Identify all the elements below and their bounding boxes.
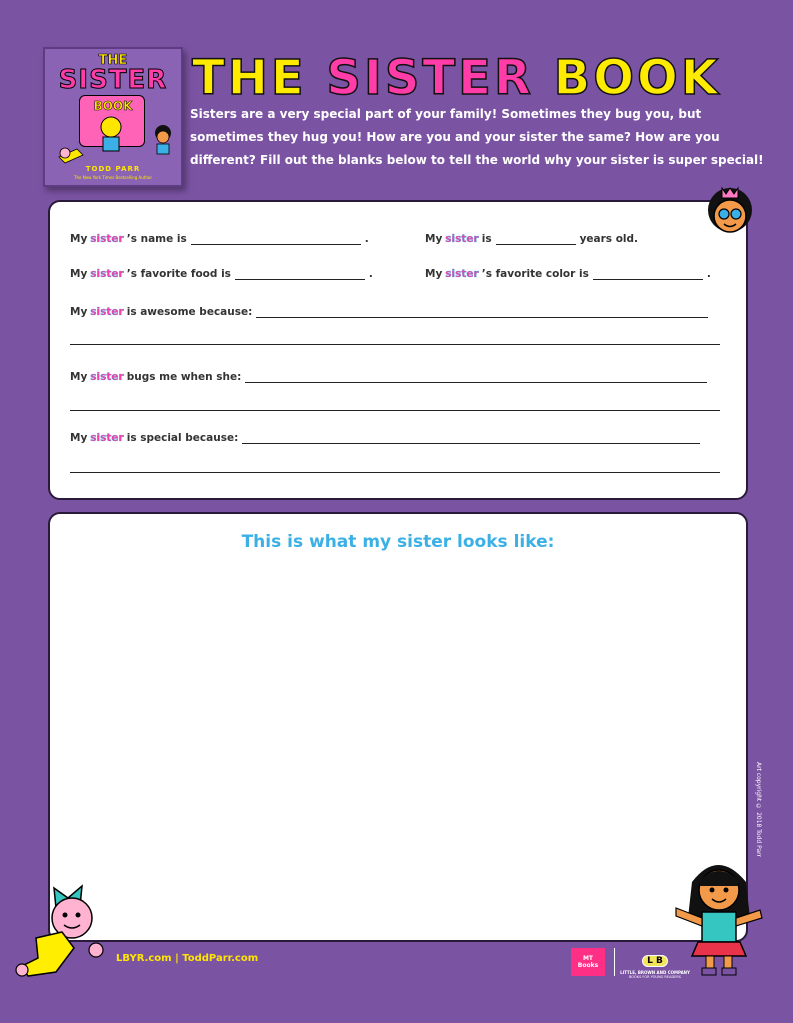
title-word-book: BOOK bbox=[553, 50, 722, 106]
label-my: My bbox=[70, 371, 88, 383]
name-blank[interactable] bbox=[191, 232, 361, 245]
little-brown-logo bbox=[620, 948, 690, 980]
color-blank[interactable] bbox=[593, 267, 703, 280]
logo-divider bbox=[614, 948, 615, 976]
lb-sub: BOOKS FOR YOUNG READERS bbox=[628, 975, 682, 979]
page-title bbox=[192, 50, 721, 106]
special-label: is special because: bbox=[126, 432, 239, 444]
color-label: ’s favorite color is bbox=[481, 268, 589, 280]
title-word-sister: SISTER bbox=[326, 50, 534, 106]
label-my: My bbox=[70, 233, 88, 245]
sister-word: sister bbox=[445, 268, 479, 280]
sister-word: sister bbox=[90, 371, 124, 383]
sister-word: sister bbox=[90, 268, 124, 280]
lb-name: LITTLE, BROWN AND COMPANY bbox=[620, 970, 690, 975]
bugs-label: bugs me when she: bbox=[126, 371, 242, 383]
cover-title-book: BOOK bbox=[93, 99, 133, 113]
mt-logo-line1: MT bbox=[582, 955, 594, 962]
sister-glasses-illustration bbox=[700, 182, 764, 242]
cover-tagline: The New York Times Bestselling Author bbox=[74, 175, 152, 180]
baby-illustration bbox=[14, 880, 114, 985]
label-my: My bbox=[70, 432, 88, 444]
cover-title-the: THE bbox=[98, 53, 128, 68]
sister-word: sister bbox=[90, 233, 124, 245]
book-cover-image bbox=[43, 47, 183, 187]
mt-logo-line2: Books bbox=[577, 962, 599, 969]
special-blank[interactable] bbox=[242, 431, 700, 444]
label-my: My bbox=[425, 233, 443, 245]
awesome-label: is awesome because: bbox=[126, 306, 253, 318]
label-my: My bbox=[70, 268, 88, 280]
name-label: ’s name is bbox=[126, 233, 187, 245]
sister-word: sister bbox=[445, 233, 479, 245]
label-my: My bbox=[70, 306, 88, 318]
food-end: . bbox=[368, 268, 373, 280]
label-my: My bbox=[425, 268, 443, 280]
age-label: is bbox=[481, 233, 492, 245]
sister-word: sister bbox=[90, 432, 124, 444]
awesome-line-2[interactable] bbox=[70, 344, 720, 345]
age-blank[interactable] bbox=[496, 232, 576, 245]
intro-text: Sisters are a very special part of your family! Sometimes they bug you, but sometimes they hug you! How are you and your sister the same? How are you different? Fill out the blanks below to tell the world why your sister is super special! bbox=[190, 107, 764, 167]
field-sister-name bbox=[70, 232, 369, 245]
footer-urls[interactable]: LBYR.com | ToddParr.com bbox=[116, 953, 259, 964]
drawing-panel[interactable] bbox=[48, 512, 748, 942]
cover-title-sister: SISTER bbox=[58, 65, 168, 95]
special-line-2[interactable] bbox=[70, 472, 720, 473]
cover-author: TODD PARR bbox=[85, 165, 141, 173]
field-sister-special bbox=[70, 431, 704, 444]
field-sister-awesome bbox=[70, 305, 712, 318]
field-sister-color bbox=[425, 267, 711, 280]
sister-word: sister bbox=[90, 306, 124, 318]
field-sister-age bbox=[425, 232, 638, 245]
name-end: . bbox=[364, 233, 369, 245]
food-label: ’s favorite food is bbox=[126, 268, 231, 280]
info-form-panel bbox=[48, 200, 748, 500]
age-suffix: years old. bbox=[579, 233, 639, 245]
copyright-notice: Art copyright © 2018 Todd Parr bbox=[755, 762, 762, 857]
title-word-the: THE bbox=[192, 50, 307, 106]
lb-mark: L B bbox=[642, 955, 668, 967]
drawing-title: This is what my sister looks like: bbox=[241, 532, 555, 552]
field-sister-food bbox=[70, 267, 373, 280]
awesome-blank[interactable] bbox=[256, 305, 708, 318]
color-end: . bbox=[706, 268, 711, 280]
bugs-blank[interactable] bbox=[245, 370, 707, 383]
food-blank[interactable] bbox=[235, 267, 365, 280]
mt-books-logo bbox=[571, 948, 605, 976]
field-sister-bugs bbox=[70, 370, 711, 383]
bugs-line-2[interactable] bbox=[70, 410, 720, 411]
